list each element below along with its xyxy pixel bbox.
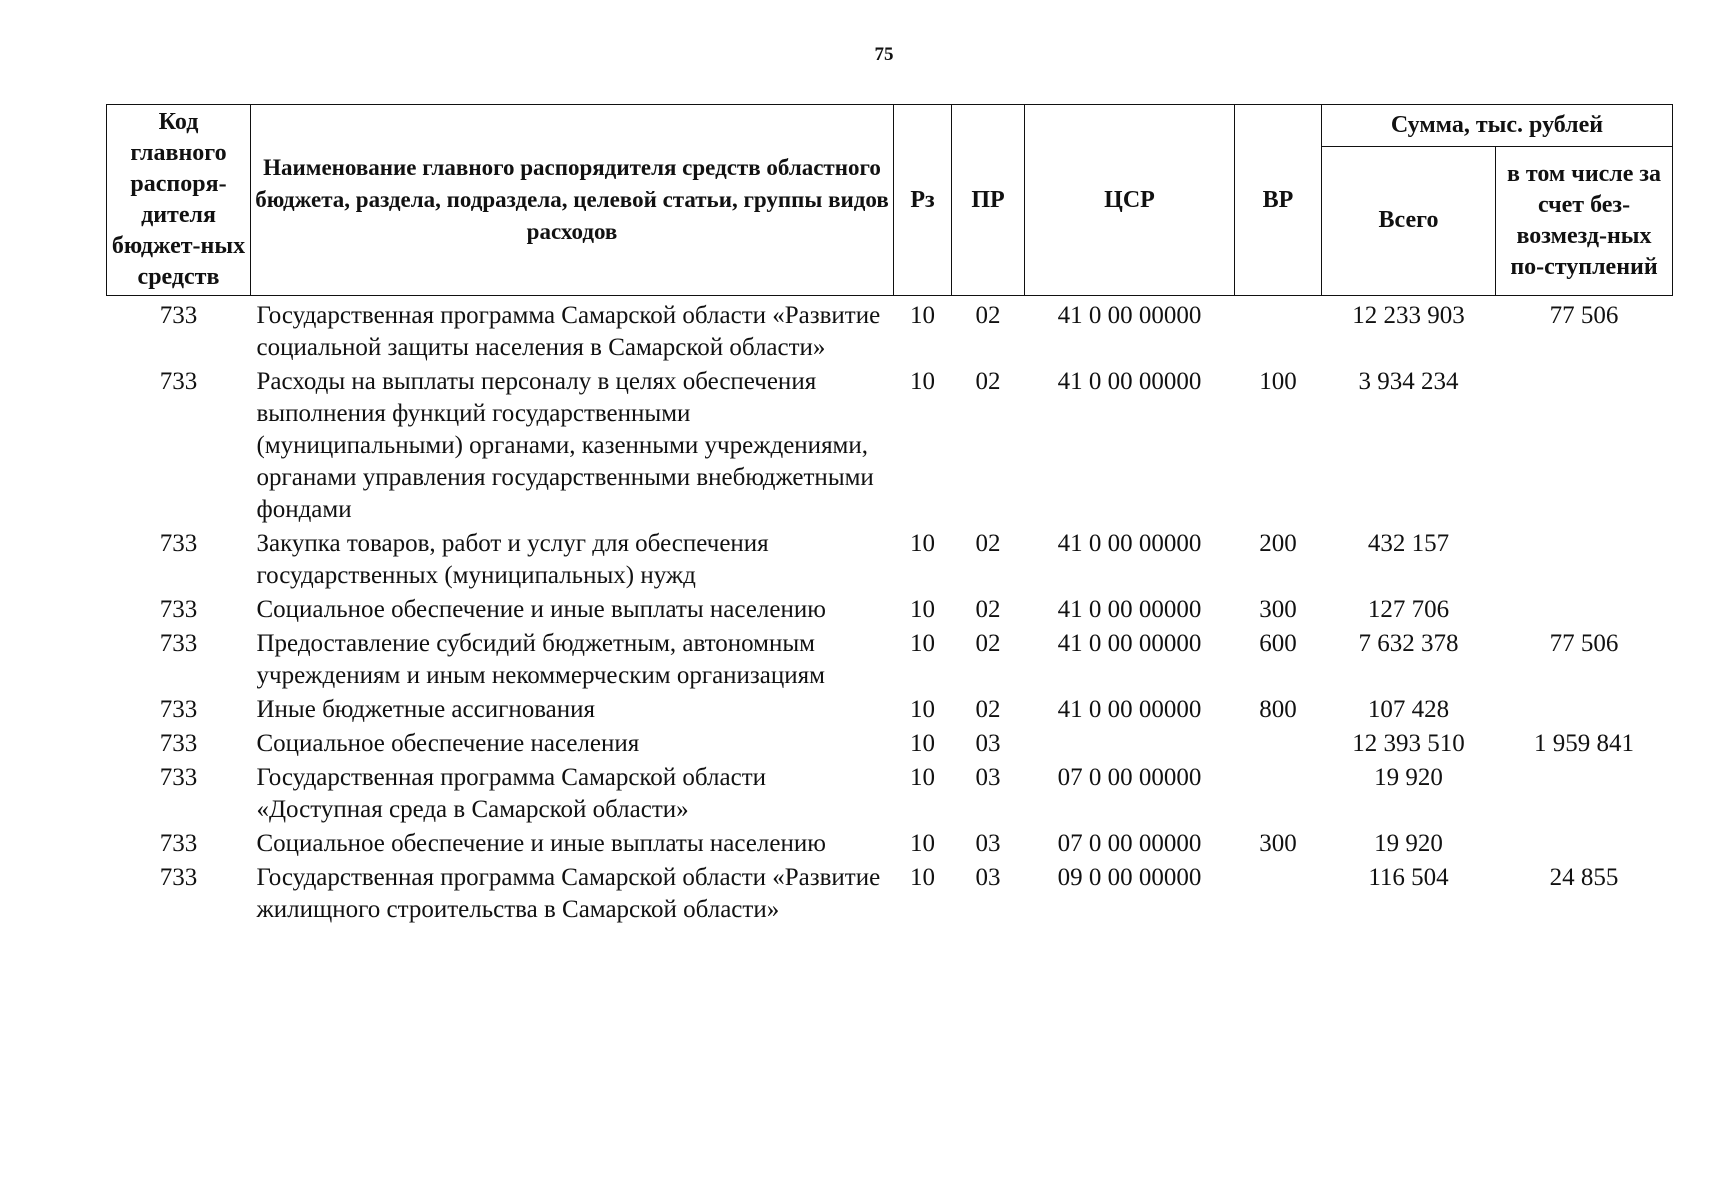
row-name: Государственная программа Самарской области «Доступная среда в Самарской области» [256, 764, 766, 823]
row-pr: 03 [975, 830, 1001, 857]
header-code: Код главного распоря-дителя бюджет-ных средств [107, 105, 251, 296]
table-row [107, 593, 1673, 627]
row-rz: 10 [910, 530, 935, 557]
row-rz: 10 [910, 368, 935, 395]
header-sum-group: Сумма, тыс. рублей [1322, 105, 1673, 147]
row-pr: 03 [975, 730, 1001, 757]
row-name: Социальное обеспечение и иные выплаты населению [256, 830, 826, 857]
row-name: Предоставление субсидий бюджетным, автономным учреждениям и иным некоммерческим организациям [256, 630, 825, 689]
row-rz: 10 [910, 596, 935, 623]
row-vr: 800 [1259, 696, 1297, 723]
row-total: 12 233 903 [1352, 302, 1465, 329]
row-total: 116 504 [1368, 864, 1449, 891]
row-csr: 07 0 00 00000 [1057, 830, 1202, 857]
row-pr: 02 [975, 696, 1001, 723]
row-rz: 10 [910, 730, 935, 757]
header-rz: Рз [894, 105, 952, 296]
row-total: 107 428 [1367, 696, 1450, 723]
table-row [107, 693, 1673, 727]
row-free [1496, 365, 1673, 527]
row-csr: 41 0 00 00000 [1057, 302, 1202, 329]
table-row [107, 861, 1673, 927]
header-vr: ВР [1235, 105, 1322, 296]
row-code: 733 [159, 764, 198, 791]
row-csr [1025, 727, 1235, 761]
row-code: 733 [159, 730, 198, 757]
table-row [107, 827, 1673, 861]
row-csr: 41 0 00 00000 [1057, 368, 1202, 395]
row-code: 733 [159, 302, 198, 329]
row-free [1496, 693, 1673, 727]
row-total: 19 920 [1374, 764, 1443, 791]
row-csr: 41 0 00 00000 [1057, 596, 1202, 623]
row-name: Социальное обеспечение населения [256, 730, 640, 757]
row-free: 77 506 [1549, 630, 1619, 657]
row-vr: 600 [1259, 630, 1297, 657]
table-row [107, 296, 1673, 366]
row-total: 7 632 378 [1358, 630, 1459, 657]
table-row [107, 365, 1673, 527]
row-name: Социальное обеспечение и иные выплаты населению [256, 596, 826, 623]
row-code: 733 [159, 368, 198, 395]
row-name: Иные бюджетные ассигнования [256, 696, 596, 723]
row-free: 77 506 [1549, 302, 1619, 329]
row-rz: 10 [910, 302, 935, 329]
table-row [107, 761, 1673, 827]
row-vr: 100 [1259, 368, 1297, 395]
row-pr: 02 [975, 302, 1001, 329]
row-pr: 02 [975, 630, 1001, 657]
row-vr: 200 [1259, 530, 1297, 557]
row-free: 24 855 [1549, 864, 1619, 891]
row-csr: 09 0 00 00000 [1057, 864, 1202, 891]
row-pr: 03 [975, 864, 1001, 891]
table-row [107, 527, 1673, 593]
row-vr [1235, 861, 1322, 927]
row-csr: 41 0 00 00000 [1057, 630, 1202, 657]
row-code: 733 [159, 630, 198, 657]
row-code: 733 [159, 530, 198, 557]
row-vr: 300 [1259, 596, 1297, 623]
row-free [1496, 761, 1673, 827]
header-name: Наименование главного распорядителя средств областного бюджета, раздела, подраздела, целевой статьи, группы видов расходов [251, 105, 894, 296]
row-rz: 10 [910, 630, 935, 657]
row-csr: 41 0 00 00000 [1057, 696, 1202, 723]
row-free [1496, 593, 1673, 627]
row-vr [1235, 727, 1322, 761]
row-rz: 10 [910, 764, 935, 791]
row-csr: 07 0 00 00000 [1057, 764, 1202, 791]
row-pr: 02 [975, 530, 1001, 557]
row-free [1496, 527, 1673, 593]
row-pr: 02 [975, 368, 1001, 395]
row-vr: 300 [1259, 830, 1297, 857]
row-name: Государственная программа Самарской области «Развитие жилищного строительства в Самарской области» [256, 864, 881, 923]
row-total: 19 920 [1374, 830, 1443, 857]
row-rz: 10 [910, 864, 935, 891]
row-total: 12 393 510 [1352, 730, 1465, 757]
row-total: 432 157 [1367, 530, 1450, 557]
budget-table [106, 104, 1673, 927]
row-code: 733 [159, 830, 198, 857]
row-total: 127 706 [1367, 596, 1450, 623]
row-csr: 41 0 00 00000 [1057, 530, 1202, 557]
row-name: Расходы на выплаты персоналу в целях обеспечения выполнения функций государственными (муниципальными) органами, казенными учреждениями, органами управления государственными внебюджетными фондами [256, 368, 874, 523]
row-code: 733 [159, 696, 198, 723]
header-total: Всего [1322, 146, 1496, 295]
table-row [107, 627, 1673, 693]
row-rz: 10 [910, 830, 935, 857]
row-vr [1235, 296, 1322, 366]
row-free [1496, 827, 1673, 861]
row-vr [1235, 761, 1322, 827]
row-name: Закупка товаров, работ и услуг для обеспечения государственных (муниципальных) нужд [256, 530, 769, 589]
row-free: 1 959 841 [1534, 730, 1634, 757]
row-code: 733 [159, 596, 198, 623]
table-row [107, 727, 1673, 761]
row-pr: 02 [975, 596, 1001, 623]
row-rz: 10 [910, 696, 935, 723]
header-csr: ЦСР [1025, 105, 1235, 296]
row-name: Государственная программа Самарской области «Развитие социальной защиты населения в Самарской области» [256, 302, 881, 361]
row-pr: 03 [975, 764, 1001, 791]
page-number: 75 [874, 44, 894, 65]
row-total: 3 934 234 [1358, 368, 1459, 395]
header-free: в том числе за счет без-возмезд-ных по-ступлений [1496, 146, 1673, 295]
row-code: 733 [159, 864, 198, 891]
header-pr: ПР [952, 105, 1025, 296]
